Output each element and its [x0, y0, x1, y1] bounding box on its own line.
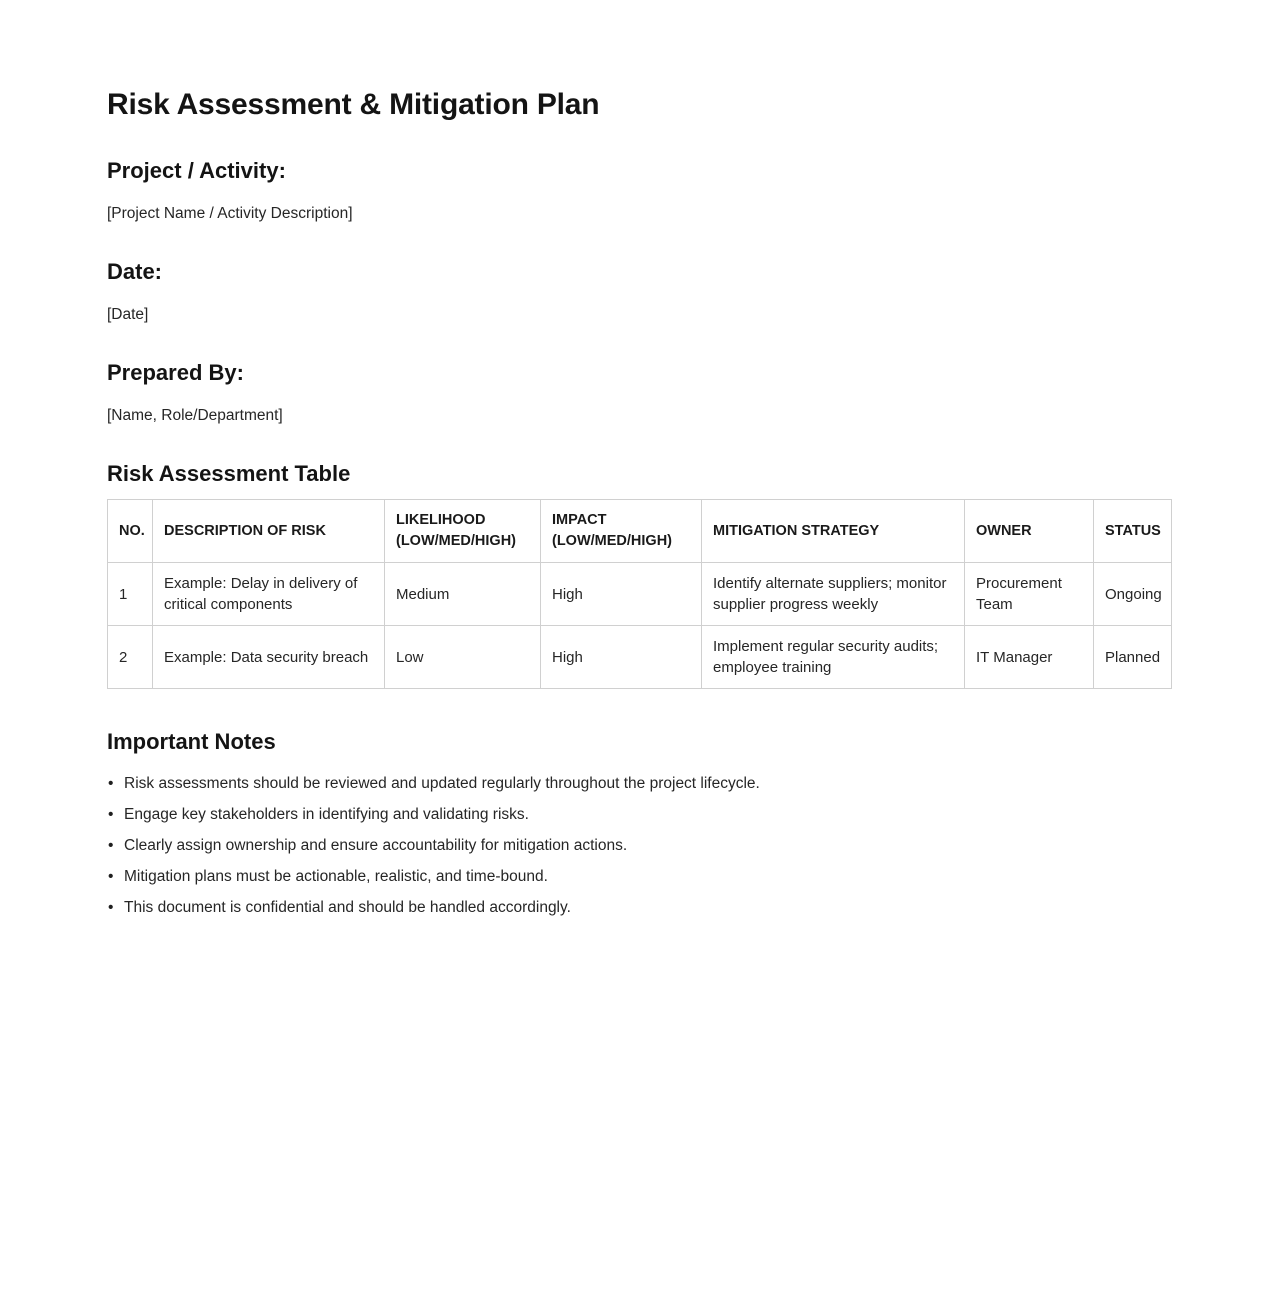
important-notes-list [107, 773, 1171, 918]
note-item [107, 866, 1171, 887]
column-header-description: DESCRIPTION OF RISK [153, 500, 385, 563]
note-item [107, 897, 1171, 918]
section-project-activity [107, 158, 1171, 224]
column-header-owner: OWNER [965, 500, 1094, 563]
section-prepared-by [107, 360, 1171, 426]
column-header-mitigation: MITIGATION STRATEGY [702, 500, 965, 563]
cell-likelihood: Medium [385, 563, 541, 626]
cell-status: Ongoing [1094, 563, 1172, 626]
cell-status: Planned [1094, 626, 1172, 689]
project-activity-heading: Project / Activity: [107, 158, 286, 183]
date-value: [Date] [107, 306, 149, 323]
table-row [108, 563, 1172, 626]
section-risk-assessment-table [107, 461, 1171, 689]
bullet-icon: • [108, 775, 114, 792]
bullet-icon: • [108, 837, 114, 854]
table-row [108, 626, 1172, 689]
cell-description: Example: Delay in delivery of critical components [153, 563, 385, 626]
cell-impact: High [541, 626, 702, 689]
column-header-status: STATUS [1094, 500, 1172, 563]
section-date [107, 259, 1171, 325]
note-text: Engage key stakeholders in identifying and validating risks. [124, 806, 529, 823]
project-activity-value: [Project Name / Activity Description] [107, 205, 353, 222]
document-title: Risk Assessment & Mitigation Plan [107, 88, 600, 121]
note-item [107, 773, 1171, 794]
note-text: Mitigation plans must be actionable, realistic, and time-bound. [124, 868, 548, 885]
date-heading: Date: [107, 259, 163, 284]
cell-no: 1 [108, 563, 153, 626]
important-notes-heading: Important Notes [107, 729, 276, 754]
note-item [107, 804, 1171, 825]
cell-mitigation: Identify alternate suppliers; monitor supplier progress weekly [702, 563, 965, 626]
risk-table-heading: Risk Assessment Table [107, 461, 351, 486]
risk-assessment-table [107, 499, 1172, 689]
section-important-notes [107, 729, 1171, 918]
prepared-by-heading: Prepared By: [107, 360, 244, 385]
cell-impact: High [541, 563, 702, 626]
note-text: This document is confidential and should be handled accordingly. [124, 899, 571, 916]
bullet-icon: • [108, 899, 114, 916]
cell-mitigation: Implement regular security audits; employee training [702, 626, 965, 689]
bullet-icon: • [108, 868, 114, 885]
bullet-icon: • [108, 806, 114, 823]
cell-description: Example: Data security breach [153, 626, 385, 689]
column-header-impact: IMPACT (LOW/MED/HIGH) [541, 500, 702, 563]
column-header-no: NO. [108, 500, 153, 563]
table-header-row [108, 500, 1172, 563]
prepared-by-value: [Name, Role/Department] [107, 407, 283, 424]
cell-owner: IT Manager [965, 626, 1094, 689]
note-text: Risk assessments should be reviewed and updated regularly throughout the project lifecycle. [124, 775, 760, 792]
note-text: Clearly assign ownership and ensure accountability for mitigation actions. [124, 837, 628, 854]
cell-owner: Procurement Team [965, 563, 1094, 626]
cell-likelihood: Low [385, 626, 541, 689]
column-header-likelihood: LIKELIHOOD (LOW/MED/HIGH) [385, 500, 541, 563]
note-item [107, 835, 1171, 856]
cell-no: 2 [108, 626, 153, 689]
